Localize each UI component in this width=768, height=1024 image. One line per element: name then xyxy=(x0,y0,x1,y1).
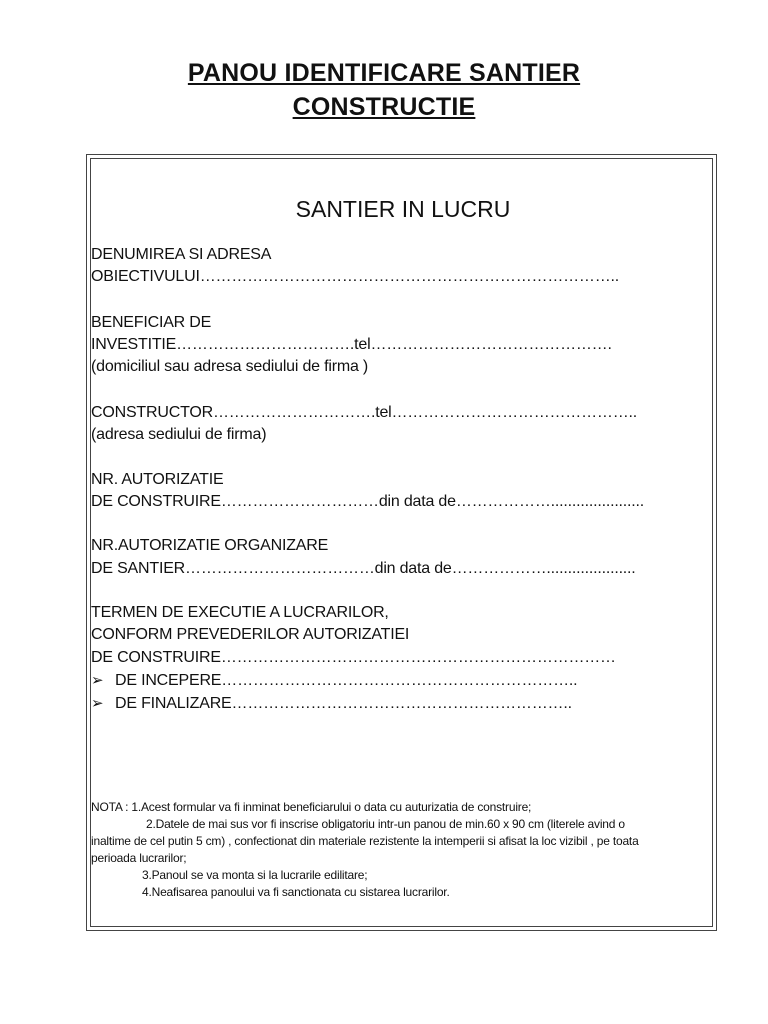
note-line-4: perioada lucrarilor; xyxy=(91,851,187,865)
note-line-1: NOTA : 1.Acest formular va fi inminat beneficiarului o data cu auturizatia de construire; xyxy=(91,800,532,814)
arrow-bullet-icon: ➢ xyxy=(91,695,104,712)
panel-inner-border xyxy=(90,158,713,927)
field-autorizatie-value: DE CONSTRUIRE…………………………din data de………………...................... xyxy=(91,493,645,510)
field-autorizatie-label: NR. AUTORIZATIE xyxy=(91,471,224,488)
panel-title: SANTIER IN LUCRU xyxy=(295,196,511,222)
field-incepere xyxy=(91,670,577,692)
note-line-5: 3.Panoul se va monta si la lucrarile edilitare; xyxy=(142,868,368,882)
field-termen-label-2: CONFORM PREVEDERILOR AUTORIZATIEI xyxy=(91,626,410,643)
field-denumire-label: DENUMIREA SI ADRESA xyxy=(91,246,272,263)
field-constructor-value: CONSTRUCTOR………………………….tel……………………………………….. xyxy=(91,404,637,421)
note-line-3: inaltime de cel putin 5 cm) , confectionat din materiale rezistente la intemperii si afisat la loc vizibil , pe toata xyxy=(91,834,639,848)
field-finalizare xyxy=(91,693,572,715)
field-incepere-text: DE INCEPERE………………………………………………………….. xyxy=(115,672,578,689)
note-line-6: 4.Neafisarea panoului va fi sanctionata cu sistarea lucrarilor. xyxy=(142,885,450,899)
panel-frame xyxy=(86,154,717,931)
field-beneficiar-label: BENEFICIAR DE xyxy=(91,314,212,331)
field-constructor-hint: (adresa sediului de firma) xyxy=(91,426,267,443)
document-title-line-2: CONSTRUCTIE xyxy=(292,93,476,121)
document-title-line-1: PANOU IDENTIFICARE SANTIER xyxy=(187,59,581,87)
arrow-bullet-icon: ➢ xyxy=(91,672,104,689)
field-finalizare-text: DE FINALIZARE……………………………………………………….. xyxy=(115,695,572,712)
field-beneficiar-value: INVESTITIE…………………………….tel………………………………………. xyxy=(91,336,612,353)
field-organizare-label: NR.AUTORIZATIE ORGANIZARE xyxy=(91,537,329,554)
field-termen-value: DE CONSTRUIRE………………………………………………………………… xyxy=(91,649,616,666)
field-termen-label-1: TERMEN DE EXECUTIE A LUCRARILOR, xyxy=(91,604,389,621)
field-organizare-value: DE SANTIER………………………………din data de………………..................... xyxy=(91,560,636,577)
note-line-2: 2.Datele de mai sus vor fi inscrise obligatoriu intr-un panou de min.60 x 90 cm (literele avind o xyxy=(146,817,625,831)
field-beneficiar-hint: (domiciliul sau adresa sediului de firma ) xyxy=(91,358,369,375)
field-denumire-value: OBIECTIVULUI…………………………………………………………………….. xyxy=(91,268,620,285)
